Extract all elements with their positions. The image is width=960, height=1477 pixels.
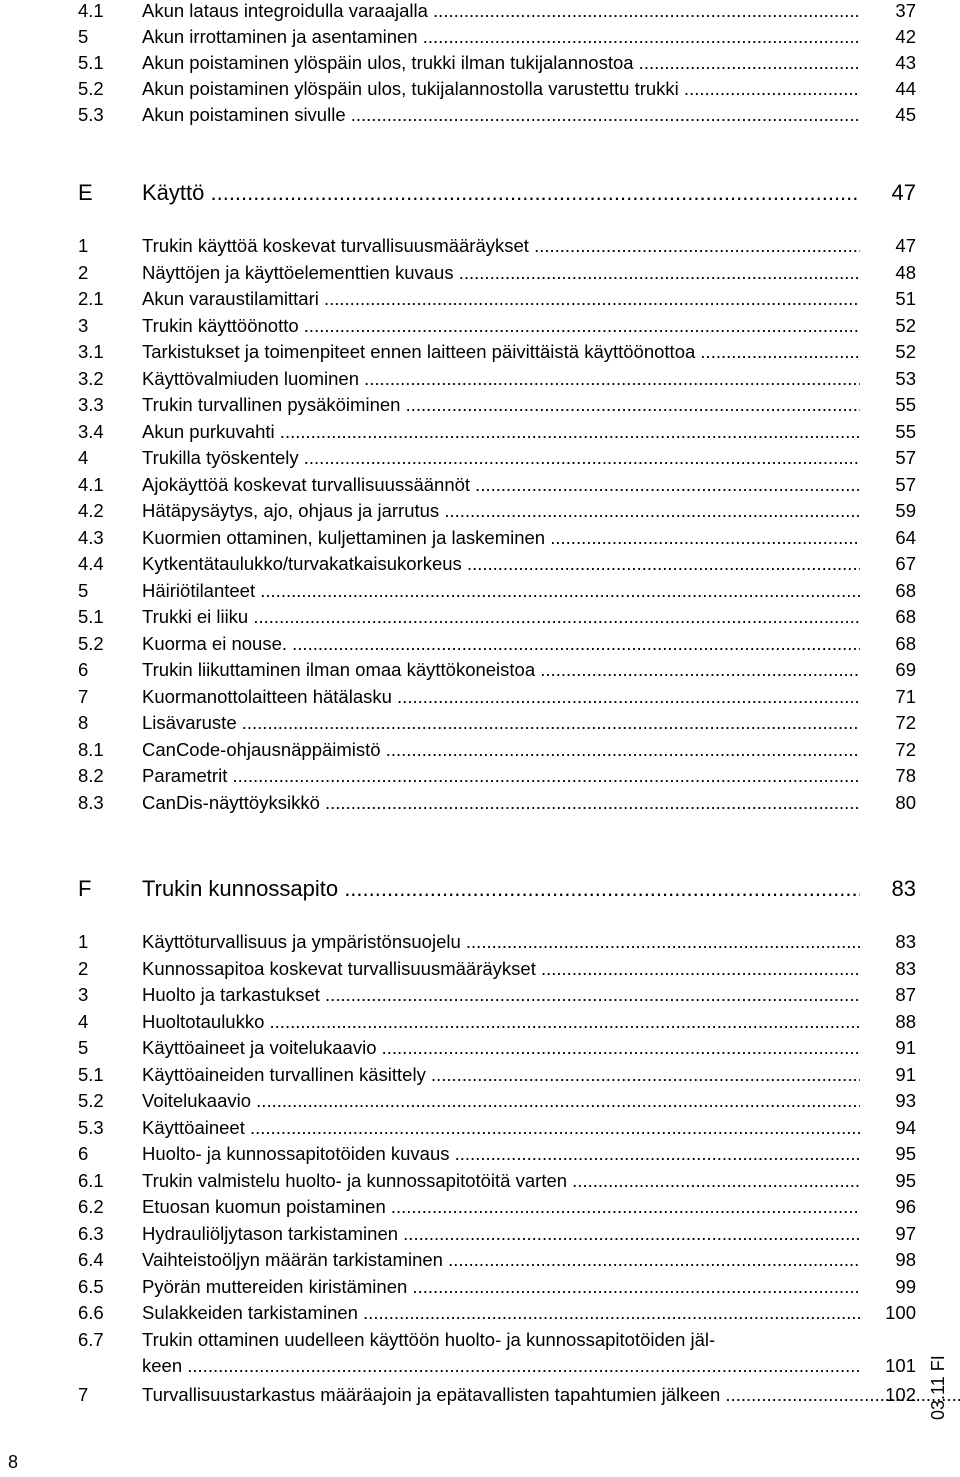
toc-page: 59 <box>895 500 916 521</box>
toc-page: 67 <box>895 553 916 574</box>
toc-entry[interactable] <box>78 633 916 659</box>
toc-number: 3 <box>78 984 89 1005</box>
toc-number: 5.3 <box>78 104 104 125</box>
toc-number: 6 <box>78 659 89 680</box>
toc-title-continuation: keen ..... <box>142 1355 860 1377</box>
toc-page: 80 <box>895 792 916 813</box>
toc-title: Kunnossapitoa koskevat turvallisuusmääräykset ..... <box>142 958 860 980</box>
toc-title: Akun poistaminen ylöspäin ulos, trukki ilman tukijalannostoa ..... <box>142 52 860 74</box>
toc-page: 68 <box>895 633 916 654</box>
toc-page: 44 <box>895 78 916 99</box>
toc-title-wrapped <box>142 1329 860 1377</box>
toc-title: Trukin käyttöä koskevat turvallisuusmääräykset ..... <box>142 235 860 257</box>
toc-title: CanDis-näyttöyksikkö ..... <box>142 792 860 814</box>
toc-entry[interactable] <box>78 527 916 553</box>
toc-title: Akun varaustilamittari ..... <box>142 288 860 310</box>
toc-number: 6.1 <box>78 1170 104 1191</box>
toc-page: 88 <box>895 1011 916 1032</box>
toc-page: 47 <box>895 235 916 256</box>
toc-number: 1 <box>78 235 89 256</box>
toc-number: 5.2 <box>78 633 104 654</box>
toc-entry[interactable] <box>78 792 916 818</box>
toc-number: 5.2 <box>78 1090 104 1111</box>
toc-entry[interactable] <box>78 931 916 957</box>
toc-title: Trukki ei liiku ..... <box>142 606 860 628</box>
toc-number: 3.3 <box>78 394 104 415</box>
toc-title: Akun irrottaminen ja asentaminen ..... <box>142 26 860 48</box>
toc-entry[interactable] <box>78 739 916 765</box>
toc-entry[interactable] <box>78 394 916 420</box>
toc-title: Häiriötilanteet ..... <box>142 580 860 602</box>
toc-page: 64 <box>895 527 916 548</box>
toc-number: 5.1 <box>78 52 104 73</box>
toc-title: Käyttövalmiuden luominen ..... <box>142 368 860 390</box>
toc-page: 52 <box>895 315 916 336</box>
toc-title: Trukilla työskentely ..... <box>142 447 860 469</box>
toc-chapter[interactable] <box>78 180 916 210</box>
toc-title: CanCode-ohjausnäppäimistö ..... <box>142 739 860 761</box>
toc-entry[interactable] <box>78 1384 916 1410</box>
toc-page: 42 <box>895 26 916 47</box>
toc-title: Sulakkeiden tarkistaminen ..... <box>142 1302 860 1324</box>
toc-page: 71 <box>895 686 916 707</box>
toc-page: 68 <box>895 580 916 601</box>
toc-title: Tarkistukset ja toimenpiteet ennen laitteen päivittäistä käyttöönottoa ..... <box>142 341 860 363</box>
toc-title: Voitelukaavio ..... <box>142 1090 860 1112</box>
toc-title: Huoltotaulukko ..... <box>142 1011 860 1033</box>
toc-entry[interactable] <box>78 1143 916 1169</box>
toc-number: 6 <box>78 1143 89 1164</box>
toc-page: 45 <box>895 104 916 125</box>
toc-number: 4.2 <box>78 500 104 521</box>
toc-page: 83 <box>895 931 916 952</box>
toc-entry[interactable] <box>78 1064 916 1090</box>
toc-entry[interactable] <box>78 368 916 394</box>
toc-chapter-letter: E <box>78 180 93 205</box>
toc-chapter[interactable] <box>78 876 916 906</box>
toc-number: 4 <box>78 447 89 468</box>
toc-entry[interactable] <box>78 1329 916 1381</box>
toc-page: 55 <box>895 421 916 442</box>
toc-number: 4 <box>78 1011 89 1032</box>
toc-page: 83 <box>891 876 916 901</box>
toc-number: 3.1 <box>78 341 104 362</box>
toc-entry[interactable] <box>78 958 916 984</box>
toc-title: Akun poistaminen sivulle ..... <box>142 104 860 126</box>
toc-entry[interactable] <box>78 712 916 738</box>
toc-number: 2 <box>78 262 89 283</box>
toc-number: 7 <box>78 686 89 707</box>
toc-page: 53 <box>895 368 916 389</box>
toc-page: 51 <box>895 288 916 309</box>
toc-entry[interactable] <box>78 0 916 26</box>
toc-number: 3 <box>78 315 89 336</box>
toc-number: 2 <box>78 958 89 979</box>
toc-entry[interactable] <box>78 315 916 341</box>
toc-entry[interactable] <box>78 686 916 712</box>
toc-number: 1 <box>78 931 89 952</box>
toc-page: 78 <box>895 765 916 786</box>
toc-number: 7 <box>78 1384 89 1405</box>
toc-page: 87 <box>895 984 916 1005</box>
toc-title: Trukin käyttöönotto ..... <box>142 315 860 337</box>
toc-entry[interactable] <box>78 1223 916 1249</box>
toc-page: 48 <box>895 262 916 283</box>
toc-number: 6.3 <box>78 1223 104 1244</box>
toc-entry[interactable] <box>78 984 916 1010</box>
toc-page: 47 <box>891 180 916 205</box>
toc-number: 8.2 <box>78 765 104 786</box>
toc-page: 96 <box>895 1196 916 1217</box>
toc-page: 99 <box>895 1276 916 1297</box>
toc-entry[interactable] <box>78 1117 916 1143</box>
toc-page: 98 <box>895 1249 916 1270</box>
toc-number: 6.2 <box>78 1196 104 1217</box>
toc-entry[interactable] <box>78 288 916 314</box>
toc-entry[interactable] <box>78 26 916 52</box>
toc-title: Kuormien ottaminen, kuljettaminen ja laskeminen ..... <box>142 527 860 549</box>
toc-page: 43 <box>895 52 916 73</box>
toc-number: 4.1 <box>78 474 104 495</box>
toc-number: 4.1 <box>78 0 104 21</box>
toc-entry[interactable] <box>78 1170 916 1196</box>
toc-page: 100 <box>885 1302 916 1323</box>
toc-number: 6.5 <box>78 1276 104 1297</box>
document-code: 03.11 FI <box>928 1355 948 1420</box>
toc-number: 5 <box>78 1037 89 1058</box>
toc-title: Hätäpysäytys, ajo, ohjaus ja jarrutus ..... <box>142 500 860 522</box>
toc-title: Pyörän muttereiden kiristäminen ..... <box>142 1276 860 1298</box>
toc-title: Huolto ja tarkastukset ..... <box>142 984 860 1006</box>
toc-title: Akun lataus integroidulla varaajalla ..... <box>142 0 860 22</box>
page-number: 8 <box>8 1452 19 1472</box>
toc-title: Trukin turvallinen pysäköiminen ..... <box>142 394 860 416</box>
toc-page: 83 <box>895 958 916 979</box>
toc-page: 69 <box>895 659 916 680</box>
toc-page: 91 <box>895 1037 916 1058</box>
toc-page: 57 <box>895 447 916 468</box>
toc-entry[interactable] <box>78 580 916 606</box>
toc-title: Trukin valmistelu huolto- ja kunnossapitotöitä varten ..... <box>142 1170 860 1192</box>
toc-page: 93 <box>895 1090 916 1111</box>
toc-entry[interactable] <box>78 1196 916 1222</box>
toc-page: 94 <box>895 1117 916 1138</box>
toc-number: 5.3 <box>78 1117 104 1138</box>
toc-entry[interactable] <box>78 1302 916 1328</box>
toc-page: 102 <box>885 1384 916 1405</box>
toc-entry[interactable] <box>78 52 916 78</box>
toc-page: 37 <box>895 0 916 21</box>
toc-entry[interactable] <box>78 104 916 130</box>
toc-entry[interactable] <box>78 1249 916 1275</box>
toc-chapter-letter: F <box>78 876 92 901</box>
toc-page: 52 <box>895 341 916 362</box>
toc-page: 101 <box>885 1355 916 1376</box>
toc-entry[interactable] <box>78 606 916 632</box>
toc-entry[interactable] <box>78 500 916 526</box>
toc-title: Kuormanottolaitteen hätälasku ..... <box>142 686 860 708</box>
toc-page: 72 <box>895 712 916 733</box>
toc-title: Hydrauliöljytason tarkistaminen ..... <box>142 1223 860 1245</box>
toc-entry[interactable] <box>78 1090 916 1116</box>
toc-title: Kytkentätaulukko/turvakatkaisukorkeus ..... <box>142 553 860 575</box>
toc-page: 72 <box>895 739 916 760</box>
toc-title: Ajokäyttöä koskevat turvallisuussäännöt ..... <box>142 474 860 496</box>
toc-title: Trukin ottaminen uudelleen käyttöön huolto- ja kunnossapitotöiden jäl- <box>142 1329 716 1350</box>
toc-entry[interactable] <box>78 421 916 447</box>
toc-number: 4.3 <box>78 527 104 548</box>
toc-title: Vaihteistoöljyn määrän tarkistaminen ..... <box>142 1249 860 1271</box>
toc-number: 3.2 <box>78 368 104 389</box>
toc-title: Käyttöaineiden turvallinen käsittely ..... <box>142 1064 860 1086</box>
toc-number: 6.7 <box>78 1329 104 1350</box>
toc-entry[interactable] <box>78 1276 916 1302</box>
toc-entry[interactable] <box>78 78 916 104</box>
toc-number: 3.4 <box>78 421 104 442</box>
toc-entry[interactable] <box>78 1037 916 1063</box>
toc-number: 2.1 <box>78 288 104 309</box>
toc-page: 95 <box>895 1170 916 1191</box>
toc-title: Trukin liikuttaminen ilman omaa käyttökoneistoa ..... <box>142 659 860 681</box>
toc-page: 55 <box>895 394 916 415</box>
toc-number: 8 <box>78 712 89 733</box>
toc-number: 6.6 <box>78 1302 104 1323</box>
toc-number: 5.2 <box>78 78 104 99</box>
toc-number: 5.1 <box>78 1064 104 1085</box>
toc-title: Parametrit ..... <box>142 765 860 787</box>
toc-page: 68 <box>895 606 916 627</box>
toc-entry[interactable] <box>78 553 916 579</box>
toc-title: Akun poistaminen ylöspäin ulos, tukijalannostolla varustettu trukki ..... <box>142 78 860 100</box>
toc-page: 91 <box>895 1064 916 1085</box>
toc-entry[interactable] <box>78 262 916 288</box>
toc-number: 5 <box>78 580 89 601</box>
toc-entry[interactable] <box>78 474 916 500</box>
toc-entry[interactable] <box>78 765 916 791</box>
toc-number: 5 <box>78 26 89 47</box>
toc-chapter-title: Käyttö ..... <box>142 180 860 206</box>
toc-title: Lisävaruste ..... <box>142 712 860 734</box>
toc-chapter-title: Trukin kunnossapito ..... <box>142 876 860 902</box>
toc-title: Käyttöaineet ..... <box>142 1117 860 1139</box>
toc-title: Huolto- ja kunnossapitotöiden kuvaus ..... <box>142 1143 860 1165</box>
toc-entry[interactable] <box>78 1011 916 1037</box>
toc-entry[interactable] <box>78 341 916 367</box>
toc-title: Turvallisuustarkastus määräajoin ja epätavallisten tapahtumien jälkeen ..... <box>142 1384 860 1406</box>
toc-title: Käyttöturvallisuus ja ympäristönsuojelu ..... <box>142 931 860 953</box>
toc-page: 95 <box>895 1143 916 1164</box>
toc-title: Näyttöjen ja käyttöelementtien kuvaus ..... <box>142 262 860 284</box>
toc-entry[interactable] <box>78 235 916 261</box>
toc-entry[interactable] <box>78 447 916 473</box>
toc-page: 97 <box>895 1223 916 1244</box>
toc-title: Käyttöaineet ja voitelukaavio ..... <box>142 1037 860 1059</box>
toc-title: Akun purkuvahti ..... <box>142 421 860 443</box>
toc-title: Kuorma ei nouse. ..... <box>142 633 860 655</box>
toc-number: 6.4 <box>78 1249 104 1270</box>
toc-page: 57 <box>895 474 916 495</box>
toc-title: Etuosan kuomun poistaminen ..... <box>142 1196 860 1218</box>
toc-number: 8.3 <box>78 792 104 813</box>
toc-number: 8.1 <box>78 739 104 760</box>
toc-entry[interactable] <box>78 659 916 685</box>
toc-number: 5.1 <box>78 606 104 627</box>
toc-number: 4.4 <box>78 553 104 574</box>
